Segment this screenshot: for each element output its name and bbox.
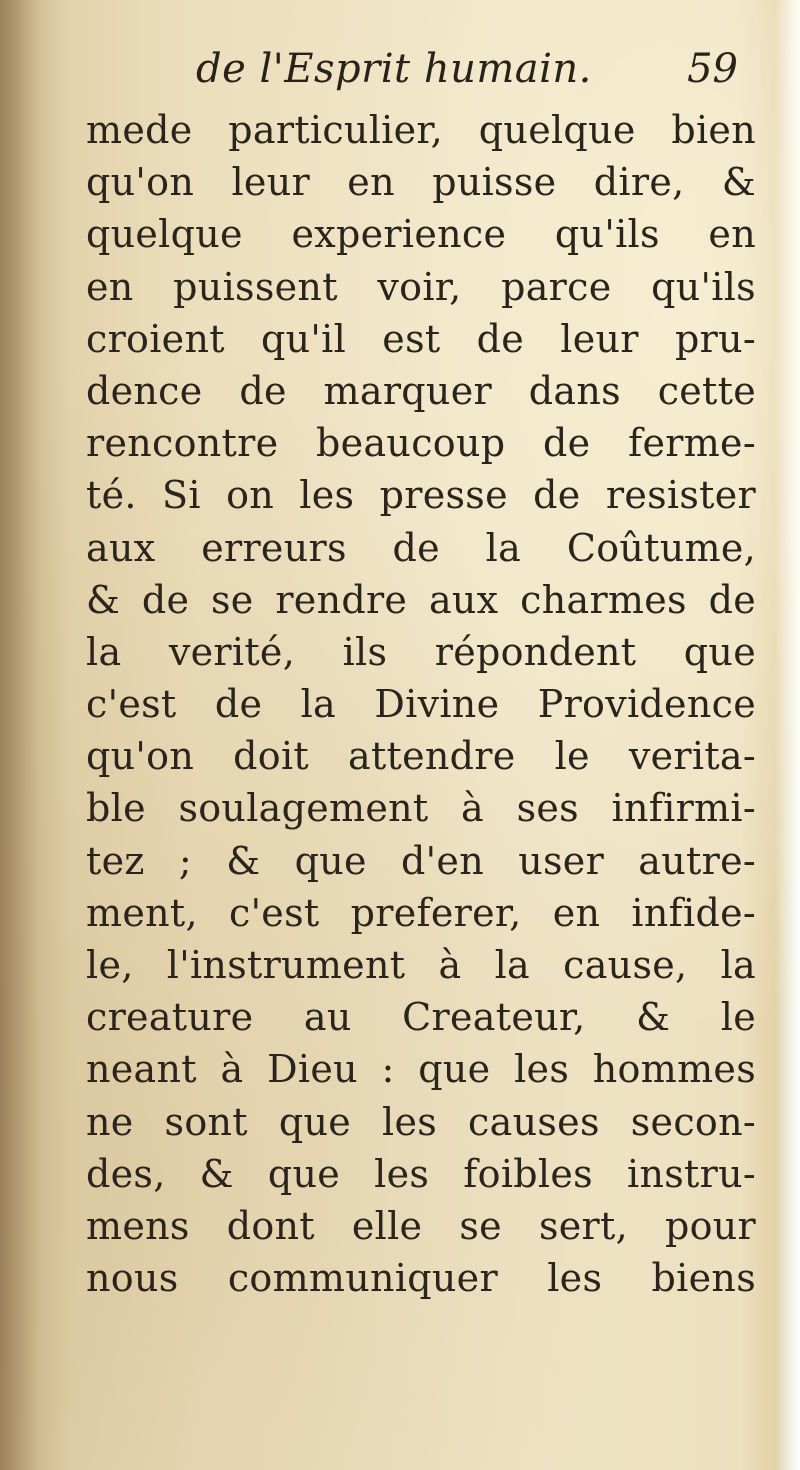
text-line: neant à Dieu : que les hommes [86,1047,756,1092]
text-line: le, l'instrument à la cause, la [86,943,756,987]
text-line: des, & que les foibles instru- [86,1151,756,1196]
running-title: de l'Esprit humain. [196,46,592,92]
text-line: qu'on leur en puisse dire, & [86,160,756,205]
text-line: aux erreurs de la Coûtume, [86,525,756,570]
text-line: té. Si on les presse de resister [86,473,756,518]
spine-shadow [0,0,40,1470]
text-line: la verité, ils répondent que [86,629,756,674]
text-line: ne sont que les causes secon- [86,1099,756,1144]
text-line: ment, c'est preferer, en infide- [86,890,756,935]
text-line: tez ; & que d'en user autre- [86,838,756,883]
page-header [196,42,766,106]
page-number: 59 [687,46,738,92]
body-text [86,104,756,1304]
text-line: quelque experience qu'ils en [86,212,756,257]
text-line: croient qu'il est de leur pru- [86,316,756,361]
text-line: mens dont elle se sert, pour [86,1203,756,1248]
text-line: creature au Createur, & le [86,995,756,1040]
text-line: mede particulier, quelque bien [86,108,756,152]
text-line: c'est de la Divine Providence [86,682,756,727]
text-line: dence de marquer dans cette [86,368,756,413]
text-line: en puissent voir, parce qu'ils [86,264,756,309]
text-line: & de se rendre aux charmes de [86,577,756,622]
text-line: nous communiquer les biens [86,1256,756,1301]
text-line: rencontre beaucoup de ferme- [86,421,756,466]
text-line: qu'on doit attendre le verita- [86,734,756,779]
text-line: ble soulagement à ses infirmi- [86,786,756,831]
